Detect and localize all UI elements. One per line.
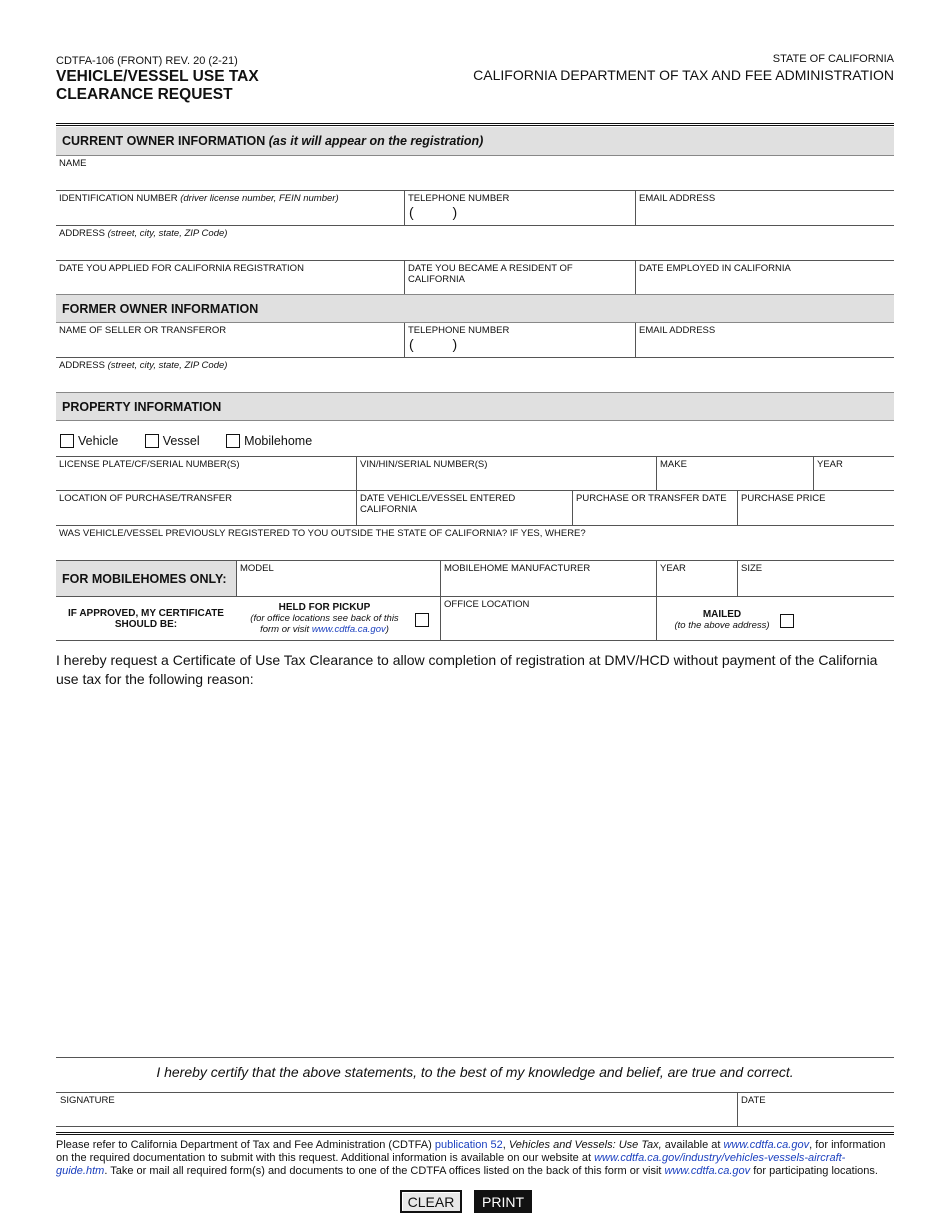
pickup-note-end: ) (385, 624, 389, 635)
former-address-note: (street, city, state, ZIP Code) (107, 360, 228, 371)
current-owner-name-row (56, 156, 894, 191)
cdtfa-website-link-2[interactable]: www.cdtfa.ca.gov (664, 1165, 751, 1177)
purchase-location-field[interactable] (56, 491, 356, 525)
vehicle-checkbox[interactable] (60, 434, 74, 448)
signature-field[interactable] (56, 1093, 737, 1126)
current-owner-id-row (56, 191, 894, 226)
identification-number-field[interactable] (56, 191, 404, 225)
former-owner-heading-text: FORMER OWNER INFORMATION (62, 301, 259, 316)
former-email-label: EMAIL ADDRESS (639, 325, 716, 336)
property-purchase-row (56, 491, 894, 526)
former-owner-address-row (56, 358, 894, 393)
print-button[interactable]: PRINT (474, 1190, 532, 1213)
clear-button[interactable]: CLEAR (400, 1190, 462, 1213)
applied-label: DATE YOU APPLIED FOR CALIFORNIA REGISTRATION (59, 263, 304, 274)
current-owner-name-field[interactable] (56, 156, 894, 190)
current-owner-address-row (56, 226, 894, 261)
property-type-group (60, 432, 334, 450)
resident-label: DATE YOU BECAME A RESIDENT OF CALIFORNIA (408, 263, 573, 285)
form-title (56, 68, 316, 104)
mailed-note: (to the above address) (674, 620, 770, 631)
form-id: CDTFA-106 (FRONT) REV. 20 (2-21) (56, 55, 238, 67)
pickup-checkbox[interactable] (415, 613, 429, 627)
certificate-row (56, 597, 894, 641)
mobilehome-heading: FOR MOBILEHOMES ONLY: (56, 561, 236, 596)
price-label: PURCHASE PRICE (741, 493, 826, 504)
mobilehome-year-field[interactable] (656, 561, 737, 596)
vin-label: VIN/HIN/SERIAL NUMBER(S) (360, 459, 488, 470)
former-phone-parens: ( ) (409, 336, 458, 352)
pickup-label: HELD FOR PICKUP (278, 602, 371, 613)
footer-text-6: for participating locations. (750, 1165, 878, 1177)
signature-label: SIGNATURE (60, 1095, 115, 1106)
size-field[interactable] (737, 561, 894, 596)
current-owner-section-heading (56, 127, 894, 156)
previous-registration-field[interactable] (56, 526, 894, 560)
year-label: YEAR (817, 459, 843, 470)
size-label: SIZE (741, 563, 763, 574)
id-note: (driver license number, FEIN number) (180, 193, 339, 204)
model-field[interactable] (236, 561, 440, 596)
certification-rule (56, 1057, 894, 1058)
mailed-option (656, 597, 894, 640)
office-label: OFFICE LOCATION (444, 599, 530, 610)
footer-text-5: . Take or mail all required form(s) and documents to one of the CDTFA offices listed on the back of this form or visit (104, 1165, 665, 1177)
vessel-checkbox[interactable] (145, 434, 159, 448)
footer-text-3: available at (661, 1139, 724, 1151)
certificate-label (56, 597, 236, 640)
model-label: MODEL (240, 563, 274, 574)
date-applied-field[interactable] (56, 261, 404, 296)
current-owner-heading-note: (as it will appear on the registration) (268, 134, 484, 148)
phone-parens: ( ) (409, 204, 458, 220)
purchase-date-field[interactable] (572, 491, 737, 525)
purchase-date-label: PURCHASE OR TRANSFER DATE (576, 493, 727, 504)
mobilehome-year-label: YEAR (660, 563, 686, 574)
date-label: DATE (741, 1095, 766, 1106)
vessel-label: Vessel (162, 433, 200, 448)
current-owner-heading-text: CURRENT OWNER INFORMATION (62, 134, 266, 148)
address-note: (street, city, state, ZIP Code) (107, 228, 228, 239)
certificate-line1: IF APPROVED, MY CERTIFICATE (68, 607, 224, 619)
name-label: NAME (59, 158, 87, 169)
seller-label: NAME OF SELLER OR TRANSFEROR (59, 325, 227, 336)
footer-text-2: , (502, 1139, 509, 1151)
phone-label: TELEPHONE NUMBER (408, 193, 510, 204)
property-id-row (56, 456, 894, 491)
seller-name-field[interactable] (56, 323, 404, 357)
date-field[interactable] (737, 1093, 894, 1126)
former-owner-email-field[interactable] (635, 323, 894, 357)
current-owner-phone-field[interactable] (404, 191, 635, 225)
footer-text-1: Please refer to California Department of Tax and Fee Administration (CDTFA) (56, 1139, 435, 1151)
former-owner-address-field[interactable] (56, 358, 894, 393)
address-label: ADDRESS (59, 228, 105, 239)
former-owner-phone-field[interactable] (404, 323, 635, 357)
year-field[interactable] (813, 457, 894, 490)
former-owner-row (56, 323, 894, 358)
purchase-price-field[interactable] (737, 491, 894, 525)
cdtfa-website-link[interactable]: www.cdtfa.ca.gov (723, 1139, 810, 1151)
mailed-label: MAILED (702, 609, 742, 620)
date-resident-field[interactable] (404, 261, 635, 296)
mobilehome-label: Mobilehome (244, 433, 313, 448)
request-statement: I hereby request a Certificate of Use Tax Clearance to allow completion of registration at DMV/HCD without payment of the California use tax for the following reason: (56, 652, 878, 687)
footer-rule (56, 1132, 894, 1135)
reason-text-area[interactable] (56, 694, 894, 1044)
date-employed-field[interactable] (635, 261, 894, 296)
property-section-heading (56, 392, 894, 421)
vehicles-guide-link[interactable]: www.cdtfa.ca.gov/industry/vehicles-vessels-aircraft-guide.htm (56, 1152, 846, 1177)
footer-instructions (56, 1139, 894, 1178)
office-location-field[interactable] (440, 597, 656, 640)
form-title-line2: CLEARANCE REQUEST (56, 86, 233, 103)
vin-field[interactable] (356, 457, 656, 490)
pickup-note-line1: (for office locations see back of this (250, 613, 399, 624)
header-rule (56, 123, 894, 126)
former-owner-section-heading (56, 294, 894, 323)
former-phone-label: TELEPHONE NUMBER (408, 325, 510, 336)
signature-row (56, 1092, 894, 1127)
current-owner-dates-row (56, 261, 894, 296)
mobilehome-row (56, 561, 894, 597)
previous-registration-row (56, 526, 894, 561)
current-owner-email-field[interactable] (635, 191, 894, 225)
mobilehome-checkbox[interactable] (226, 434, 240, 448)
pickup-note-line2: form or visit (260, 624, 312, 635)
previous-reg-label: WAS VEHICLE/VESSEL PREVIOUSLY REGISTERED TO YOU OUTSIDE THE STATE OF CALIFORNIA? IF YES, WHERE? (59, 528, 586, 539)
property-heading-text: PROPERTY INFORMATION (62, 399, 222, 414)
current-owner-address-field[interactable] (56, 226, 894, 260)
make-label: MAKE (660, 459, 687, 470)
publication-title: Vehicles and Vessels: Use Tax, (508, 1139, 662, 1151)
certificate-line2: SHOULD BE: (114, 618, 178, 630)
email-label: EMAIL ADDRESS (639, 193, 716, 204)
license-plate-field[interactable] (56, 457, 356, 490)
pickup-option (236, 597, 440, 640)
employed-label: DATE EMPLOYED IN CALIFORNIA (639, 263, 791, 274)
publication-52-link[interactable]: publication 52 (434, 1139, 503, 1151)
pickup-website-link[interactable]: www.cdtfa.ca.gov (311, 624, 386, 635)
date-entered-field[interactable] (356, 491, 572, 525)
entered-label: DATE VEHICLE/VESSEL ENTERED CALIFORNIA (360, 493, 516, 515)
form-title-line1: VEHICLE/VESSEL USE TAX (56, 68, 259, 85)
state-label: STATE OF CALIFORNIA (772, 53, 894, 65)
former-address-label: ADDRESS (59, 360, 105, 371)
manufacturer-label: MOBILEHOME MANUFACTURER (444, 563, 591, 574)
make-field[interactable] (656, 457, 813, 490)
department-label: CALIFORNIA DEPARTMENT OF TAX AND FEE ADMINISTRATION (473, 67, 894, 83)
footer-text-4: , for information on the required documentation to submit with this request. Additional information is available on our website at (56, 1139, 886, 1164)
id-label: IDENTIFICATION NUMBER (59, 193, 178, 204)
certification-statement: I hereby certify that the above statements, to the best of my knowledge and belief, are true and correct. (156, 1064, 794, 1080)
manufacturer-field[interactable] (440, 561, 656, 596)
vehicle-label: Vehicle (78, 433, 119, 448)
location-label: LOCATION OF PURCHASE/TRANSFER (59, 493, 232, 504)
license-label: LICENSE PLATE/CF/SERIAL NUMBER(S) (59, 459, 240, 470)
mailed-checkbox[interactable] (780, 614, 794, 628)
